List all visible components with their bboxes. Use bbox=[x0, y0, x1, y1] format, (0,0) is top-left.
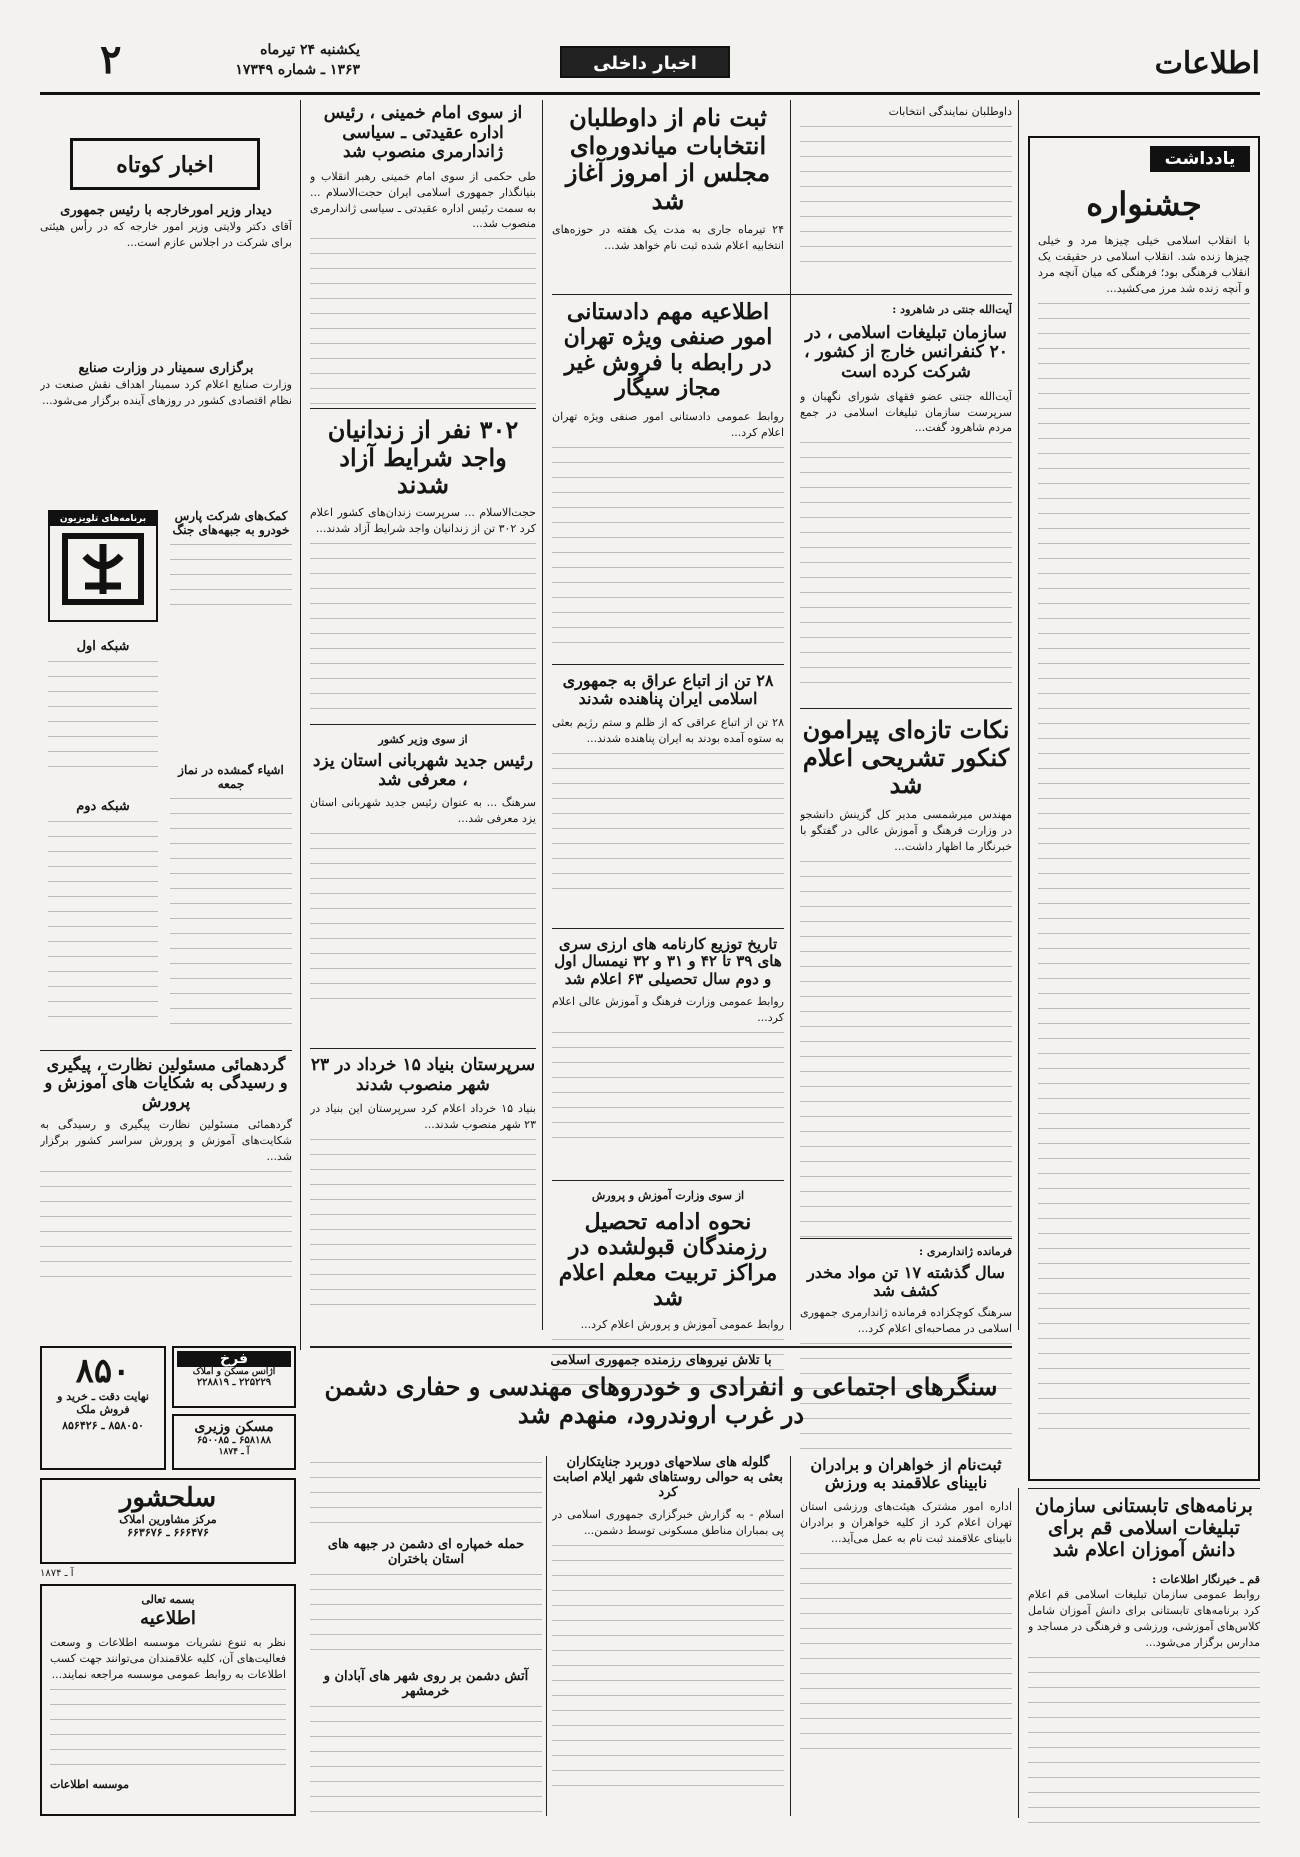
article-prisoners-title: ۳۰۲ نفر از زندانیان واجد شرایط آزاد شدند bbox=[327, 415, 519, 500]
article-refugees bbox=[552, 672, 784, 922]
article-refugees-lead: ۲۸ تن از اتباع عراقی که از ظلم و ستم رژیم بعثی به ستوه آمده بودند به ایران پناهنده شدند... bbox=[552, 715, 784, 745]
brief-parskhodro-body bbox=[170, 544, 292, 614]
column-rule bbox=[300, 100, 301, 1350]
column-rule bbox=[546, 1456, 547, 1816]
registration-headline-block bbox=[552, 104, 784, 294]
article-qom-title: برنامه‌های تابستانی سازمان تبلیغات اسلامی قم برای دانش آموزان اعلام شد bbox=[1035, 1495, 1253, 1561]
banner-headline-block bbox=[310, 1354, 1012, 1444]
article-teachers-kicker: از سوی وزارت آموزش و پرورش bbox=[591, 1189, 745, 1202]
ad-farrokh bbox=[172, 1346, 296, 1408]
editorial-lead: با انقلاب اسلامی خیلی چیزها مرد و خیلی چیزها زنده شد. انقلاب اسلامی در حقیقت یک انقلاب فرهنگی بود؛ فرهنگی که میان آنچه مرد و آنچه زنده شد مرز می‌کشید... bbox=[1038, 233, 1250, 295]
editorial-title: جشنواره bbox=[1086, 185, 1202, 223]
article-konkur-body bbox=[800, 861, 1012, 1241]
article-transcripts-body bbox=[552, 1032, 784, 1152]
ad-salahshour-code: آ ـ ۱۸۷۴ bbox=[40, 1568, 74, 1579]
banner-sub-2-title: حمله خمپاره ای دشمن در جبهه های استان باختران bbox=[327, 1537, 525, 1567]
separator bbox=[552, 1180, 784, 1181]
separator bbox=[1028, 1488, 1260, 1489]
article-konkur-lead: مهندس میرشمسی مدیر کل گزینش دانشجو در وزارت فرهنگ و آموزش عالی در گفتگو با خبرنگار ما اظهار داشت... bbox=[800, 807, 1012, 853]
brief-parskhodro-title: کمک‌های شرکت پارس خودرو به جبهه‌های جنگ bbox=[172, 509, 290, 537]
article-qom-byline: قم ـ خبرنگار اطلاعات : bbox=[1152, 1572, 1260, 1586]
brief-parskhodro bbox=[170, 510, 292, 630]
article-qom bbox=[1028, 1496, 1260, 1816]
ad-salahshour bbox=[40, 1478, 296, 1564]
tv-channel-1-schedule bbox=[48, 661, 158, 781]
separator bbox=[800, 708, 1012, 709]
article-registration bbox=[800, 104, 1012, 274]
article-blind-athletes-title: ثبت‌نام از خواهران و برادران نابینای علاقمند به ورزش bbox=[810, 1455, 1002, 1493]
banner-sub-2 bbox=[310, 1456, 542, 1816]
column-rule bbox=[790, 100, 791, 1330]
date-line-2: ۱۳۶۳ ـ شماره ۱۷۳۴۹ bbox=[235, 62, 360, 78]
article-refugees-body bbox=[552, 753, 784, 903]
article-yazd-body bbox=[310, 833, 536, 1013]
brief-lost-items bbox=[170, 764, 292, 1044]
separator bbox=[552, 664, 784, 665]
brief-seminar bbox=[40, 362, 292, 502]
article-registration-title: ثبت نام از داوطلبان انتخابات میاندوره‌ای مجلس از امروز آغاز شد bbox=[565, 103, 771, 215]
tv-emblem-icon bbox=[50, 526, 156, 614]
article-transcripts-title: تاریخ توزیع کارنامه های ارزی سری های ۳۹ تا ۴۲ و ۳۱ و ۳۲ نیمسال اول و دوم سال تحصیلی ۶۳ اعلام شد bbox=[554, 935, 782, 988]
notice-body bbox=[50, 1689, 286, 1779]
tv-logo bbox=[48, 510, 158, 622]
separator bbox=[310, 408, 536, 409]
article-khomeini-body bbox=[310, 238, 536, 408]
article-refugees-title: ۲۸ تن از اتباع عراق به جمهوری اسلامی ایران پناهنده شدند bbox=[562, 671, 774, 709]
article-prisoners-lead: حجت‌الاسلام ... سرپرست زندان‌های کشور اعلام کرد ۳۰۲ تن از زندانیان واجد شرایط آزاد شدند... bbox=[310, 505, 536, 535]
banner-body-4 bbox=[310, 1706, 542, 1816]
article-registration-kicker: داوطلبان نمایندگی انتخابات bbox=[888, 105, 1012, 118]
banner-sub-1 bbox=[552, 1456, 784, 1795]
article-cigarette-body bbox=[552, 447, 784, 647]
tv-channel-2 bbox=[48, 800, 158, 1040]
article-prisoners-body bbox=[310, 543, 536, 713]
notice-title: اطلاعیه bbox=[140, 1607, 196, 1629]
date-line-1: یکشنبه ۲۴ تیرماه bbox=[260, 42, 360, 58]
brief-education-inspection-body bbox=[40, 1171, 292, 1291]
article-bonyad bbox=[310, 1056, 536, 1336]
brief-education-inspection-title: گردهمائی مسئولین نظارت ، پیگیری و رسیدگی به شکایات های آموزش و پرورش bbox=[44, 1055, 288, 1111]
article-teachers-title: نحوه ادامه تحصیل رزمندگان قبولشده در مراکز تربیت معلم اعلام شد bbox=[558, 1208, 778, 1311]
banner-title: سنگرهای اجتماعی و انفرادی و خودروهای مهندسی و حفاری دشمن در غرب اروندرود، منهدم شد bbox=[324, 1371, 998, 1429]
article-jannati-lead: آیت‌الله جنتی عضو فقهای شورای نگهبان و سرپرست سازمان تبلیغات اسلامی در جمع مردم شاهرود گفت... bbox=[800, 389, 1012, 435]
editorial-box bbox=[1028, 136, 1260, 1481]
ad-salahshour-title: سلحشور bbox=[119, 1483, 217, 1513]
brief-foreign-minister bbox=[40, 204, 292, 354]
ad-salahshour-text: مرکز مشاورین املاک bbox=[119, 1512, 217, 1526]
banner-rule bbox=[310, 1346, 1012, 1348]
tv-channel-1 bbox=[48, 640, 158, 790]
article-jannati-body bbox=[800, 442, 1012, 692]
tv-channel-1-title: شبکه اول bbox=[76, 639, 130, 654]
article-konkur bbox=[800, 716, 1012, 1236]
editorial-kicker: یادداشت bbox=[1150, 146, 1250, 172]
brief-foreign-minister-title: دیدار وزیر امورخارجه با رئیس جمهوری bbox=[60, 203, 272, 218]
article-blind-athletes-lead: اداره امور مشترک هیئت‌های ورزشی استان تهران اعلام کرد از کلیه خواهران و برادران نابینای علاقمند ثبت نام به عمل می‌آید... bbox=[800, 1499, 1012, 1545]
article-blind-athletes-body bbox=[800, 1553, 1012, 1753]
banner-body-3 bbox=[310, 1574, 542, 1664]
article-cigarette bbox=[552, 300, 784, 660]
article-teachers-lead: روابط عمومی آموزش و پرورش اعلام کرد... bbox=[580, 1318, 784, 1332]
page-number: ۲ bbox=[100, 36, 122, 83]
ad-vaziri-phone: ۶۵۸۱۸۸ ـ ۶۵۰۰۸۵ bbox=[196, 1435, 272, 1447]
article-cigarette-lead: روابط عمومی دادستانی امور صنفی ویژه تهران اعلام کرد... bbox=[552, 410, 784, 440]
ad-farrokh-title: فرخ bbox=[177, 1351, 291, 1367]
tv-badge: برنامه‌های تلویزیون bbox=[50, 512, 156, 526]
short-news-column bbox=[40, 104, 292, 1334]
article-transcripts-lead: روابط عمومی وزارت فرهنگ و آموزش عالی اعلام کرد... bbox=[552, 994, 784, 1024]
ad-nahayat-phone: ۸۵۸۰۵۰ ـ ۸۵۶۴۲۶ bbox=[62, 1419, 144, 1433]
notice-text: نظر به تنوع نشریات موسسه اطلاعات و وسعت فعالیت‌های آن، کلیه علاقمندان می‌توانند جهت کسب اطلاعات به روابط عمومی موسسه مراجعه نمایند... bbox=[50, 1636, 286, 1682]
article-jannati bbox=[800, 302, 1012, 702]
banner-lead: اسلام - به گزارش خبرگزاری جمهوری اسلامی در پی بمباران مناطق مسکونی توسط دشمن... bbox=[552, 1507, 784, 1537]
column-rule bbox=[542, 100, 543, 1330]
column-rule bbox=[790, 1456, 791, 1816]
article-bonyad-title: سرپرستان بنیاد ۱۵ خرداد در ۲۳ شهر منصوب شدند bbox=[310, 1055, 536, 1095]
article-prisoners bbox=[310, 416, 536, 716]
notice-signature: موسسه اطلاعات bbox=[50, 1778, 129, 1792]
banner-body bbox=[552, 1545, 784, 1795]
brief-seminar-title: برگزاری سمینار در وزارت صنایع bbox=[78, 361, 254, 376]
separator bbox=[800, 1238, 1012, 1239]
article-konkur-title: نکات تازه‌ای پیرامون کنکور تشریحی اعلام شد bbox=[802, 715, 1010, 800]
tv-channel-2-schedule bbox=[48, 821, 158, 1031]
article-bonyad-body bbox=[310, 1139, 536, 1309]
separator bbox=[310, 724, 536, 725]
article-registration-body bbox=[800, 126, 1012, 266]
ad-vaziri bbox=[172, 1414, 296, 1470]
brief-lost-items-body bbox=[170, 798, 292, 1038]
separator bbox=[552, 928, 784, 929]
article-registration-lead: ۲۴ تیرماه جاری به مدت یک هفته در حوزه‌های انتخابیه اعلام شده ثبت نام خواهد شد... bbox=[552, 223, 784, 253]
separator bbox=[552, 294, 1012, 295]
paper-name: اطلاعات bbox=[1154, 46, 1260, 81]
article-yazd bbox=[310, 732, 536, 1042]
article-narcotics-title: سال گذشته ۱۷ تن مواد مخدر کشف شد bbox=[807, 1262, 1005, 1301]
column-rule bbox=[1018, 1488, 1019, 1818]
article-narcotics-lead: سرهنگ کوچکزاده فرمانده ژاندارمری جمهوری اسلامی در مصاحبه‌ای اعلام کرد... bbox=[800, 1305, 1012, 1335]
column-rule bbox=[1018, 100, 1019, 1330]
ad-salahshour-phone: ۶۶۶۴۷۶ ـ ۶۶۳۶۷۶ bbox=[127, 1525, 209, 1539]
ad-vaziri-title: مسکن وزیری bbox=[194, 1419, 274, 1435]
article-khomeini-lead: طی حکمی از سوی امام خمینی رهبر انقلاب و بنیانگذار جمهوری اسلامی ایران حجت‌الاسلام ... به سمت رئیس اداره عقیدتی ـ سیاسی ژاندارمری منصوب شد... bbox=[310, 169, 536, 231]
notice-box bbox=[40, 1584, 296, 1816]
ad-nahayat-number: ۸۵۰ bbox=[75, 1351, 131, 1391]
article-qom-lead: روابط عمومی سازمان تبلیغات اسلامی قم اعلام کرد برنامه‌های تابستانی برای دانش آموزان شامل کلاس‌های آموزشی، ورزشی و فرهنگی در مساجد و مدارس برگزار می‌شود... bbox=[1028, 1588, 1260, 1650]
article-khomeini-title: از سوی امام خمینی ، رئیس اداره عقیدتی ـ سیاسی ژاندارمری منصوب شد bbox=[323, 103, 523, 163]
article-yazd-kicker: از سوی وزیر کشور bbox=[378, 733, 468, 746]
article-qom-body bbox=[1028, 1657, 1260, 1837]
tv-channel-2-title: شبکه دوم bbox=[76, 799, 130, 814]
notice-top: بسمه تعالی bbox=[141, 1593, 195, 1606]
article-blind-athletes bbox=[800, 1456, 1012, 1816]
article-yazd-title: رئیس جدید شهربانی استان یزد ، معرفی شد bbox=[312, 750, 534, 791]
brief-seminar-lead: وزارت صنایع اعلام کرد سمینار اهداف نقش صنعت در نظام اقتصادی کشور در روزهای آینده برگزار می‌شود... bbox=[40, 377, 292, 407]
banner-body-2 bbox=[310, 1462, 542, 1532]
article-jannati-kicker: آیت‌الله جنتی در شاهرود : bbox=[892, 303, 1012, 316]
article-cigarette-title: اطلاعیه مهم دادستانی امور صنفی ویژه تهران در رابطه با فروش غیر مجاز سیگار bbox=[563, 299, 773, 401]
brief-education-inspection-lead: گردهمائی مسئولین نظارت پیگیری و رسیدگی به شکایت‌های آموزش و پرورش سراسر کشور برگزار شد... bbox=[40, 1118, 292, 1164]
section-tag: اخبار داخلی bbox=[560, 46, 730, 78]
separator bbox=[40, 1050, 292, 1051]
brief-education-inspection bbox=[40, 1056, 292, 1326]
article-narcotics-kicker: فرمانده ژاندارمری : bbox=[918, 1245, 1012, 1258]
brief-foreign-minister-lead: آقای دکتر ولایتی وزیر امور خارجه که در رأس هیئتی برای شرکت در اجلاس عازم است... bbox=[40, 219, 292, 249]
article-jannati-title: سازمان تبلیغات اسلامی ، در ۲۰ کنفرانس خارج از کشور ، شرکت کرده است bbox=[804, 322, 1008, 383]
brief-lost-items-title: اشیاء گمشده در نماز جمعه bbox=[178, 763, 284, 791]
ad-nahayat-text: نهایت دقت ـ خرید و فروش ملک bbox=[57, 1390, 149, 1416]
ad-vaziri-code: آ ـ ۱۸۷۴ bbox=[218, 1446, 250, 1457]
separator bbox=[310, 1048, 536, 1049]
ad-nahayat bbox=[40, 1346, 166, 1470]
banner-sub-1-title: گلوله های سلاحهای دوربرد جنایتکاران بعثی به حوالی روستاهای شهر ایلام اصابت کرد bbox=[553, 1455, 783, 1500]
short-news-kicker: اخبار کوتاه bbox=[70, 138, 260, 190]
masthead bbox=[40, 36, 1260, 88]
ad-farrokh-text: آژانس مسکن و املاک bbox=[192, 1367, 276, 1377]
article-yazd-lead: سرهنگ ... به عنوان رئیس جدید شهربانی استان یزد معرفی شد... bbox=[310, 796, 536, 825]
editorial-body bbox=[1038, 303, 1250, 1443]
ad-farrokh-phone: ۲۲۵۲۲۹ ـ ۲۲۸۸۱۹ bbox=[196, 1377, 272, 1389]
article-bonyad-lead: بنیاد ۱۵ خرداد اعلام کرد سرپرستان این بنیاد در ۲۳ شهر منصوب شدند... bbox=[310, 1102, 536, 1132]
article-transcripts bbox=[552, 936, 784, 1176]
banner-kicker: با تلاش نیروهای رزمنده جمهوری اسلامی bbox=[550, 1353, 772, 1368]
banner-sub-3-title: آتش دشمن بر روی شهر های آبادان و خرمشهر bbox=[323, 1668, 529, 1699]
article-khomeini bbox=[310, 104, 536, 404]
masthead-rule bbox=[40, 92, 1260, 95]
